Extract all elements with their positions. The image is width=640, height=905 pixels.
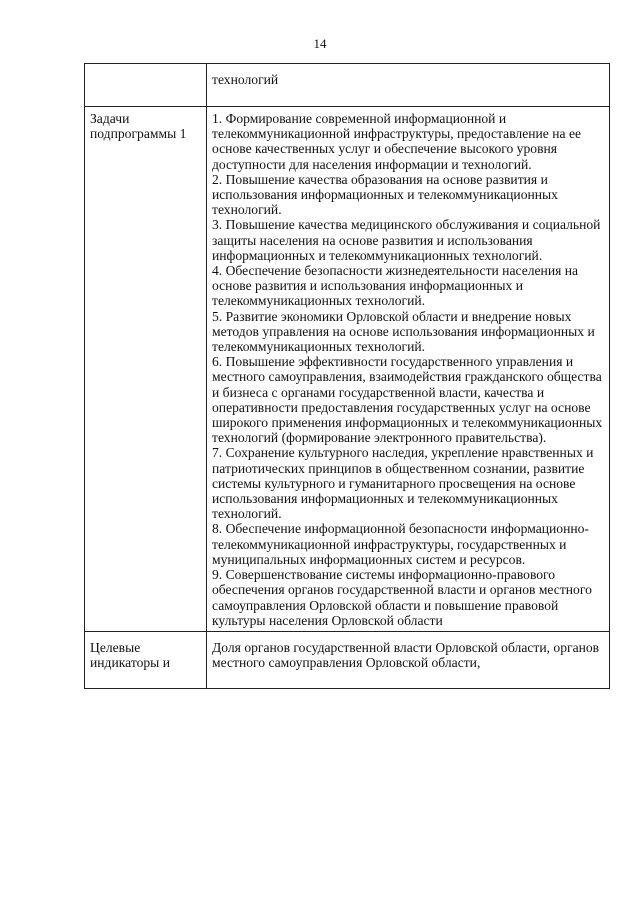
table-row: [85, 64, 610, 107]
page-number: 14: [313, 36, 327, 51]
table-row: [85, 107, 610, 632]
tasks-list: [207, 107, 610, 632]
tasks-label: Задачи подпрограммы 1: [90, 111, 187, 142]
list-item: 2. Повышение качества образования на основе развития и использования информационных и телекоммуникационных технологий.: [212, 171, 558, 218]
targets-label: Целевые индикаторы и: [90, 639, 170, 671]
list-item: 1. Формирование современной информационной и телекоммуникационной инфраструктуры, предоставление на ее основе качественных услуг и обеспечение высокого уровня доступности для населения информации и технологий.: [212, 111, 582, 172]
list-item: 8. Обеспечение информационной безопасности информационно-телекоммуникационной инфраструктуры, государственных и муниципальных информационных систем и ресурсов.: [212, 521, 589, 567]
row-label: [85, 64, 207, 107]
list-item: 3. Повышение качества медицинского обслуживания и социальной защиты населения на основе развития и использования информационных и телекоммуникационных технологий.: [212, 217, 601, 263]
list-item: 6. Повышение эффективности государственного управления и местного самоуправления, взаимодействия гражданского общества и бизнеса с органами государственной власти, качества и оперативности предоставления государственных услуг на основе широкого применения информационных и телекоммуникационных технологий (формирование электронного правительства).: [212, 354, 603, 446]
row-content: Доля органов государственной власти Орловской области, органов местного самоуправления Орловской области,: [207, 631, 610, 688]
table-row: [85, 631, 610, 688]
row-label: [85, 631, 207, 688]
list-item: 9. Совершенствование системы информационно-правового обеспечения органов государственной власти и органов местного самоуправления Орловской области и повышение правовой культуры населения Орловской области: [212, 567, 592, 628]
list-item: 5. Развитие экономики Орловской области и внедрение новых методов управления на основе использования информационных и телекоммуникационных технологий.: [212, 308, 595, 355]
program-table: [84, 63, 610, 689]
list-item: 4. Обеспечение безопасности жизнедеятельности населения на основе развития и использования информационных и телекоммуникационных технологий.: [212, 263, 579, 309]
row-content: технологий: [207, 64, 610, 107]
row-label: [85, 107, 207, 632]
list-item: 7. Сохранение культурного наследия, укрепление нравственных и патриотических принципов в общественном сознании, развитие системы культурного и гуманитарного просвещения на основе использования информационных и телекоммуникационных технологий.: [212, 445, 594, 522]
